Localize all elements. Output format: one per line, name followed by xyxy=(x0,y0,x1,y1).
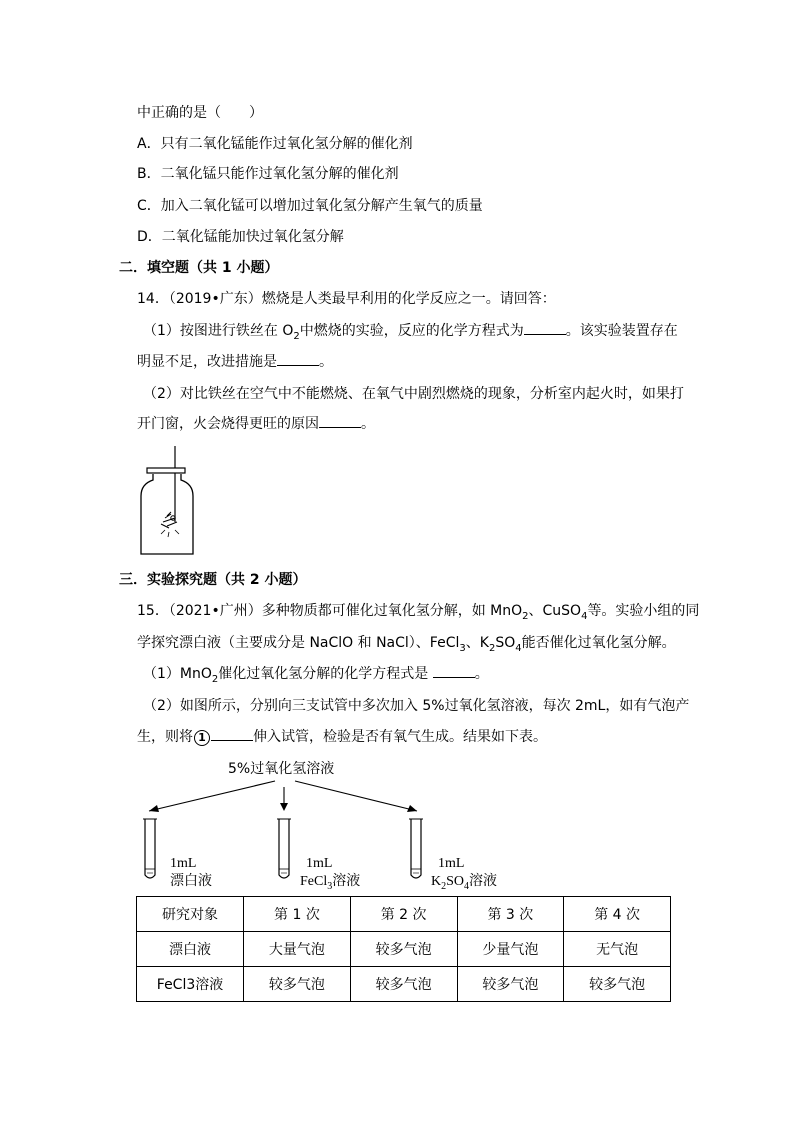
section-2-title: 二．填空题（共 1 小题） xyxy=(119,260,279,276)
table-header-cell: 第 2 次 xyxy=(350,897,457,932)
question-14-part2-line1: （2）对比铁丝在空气中不能燃烧、在氧气中剧烈燃烧的现象，分析室内起火时，如果打 xyxy=(143,386,684,402)
question-15-part2-line2: 生，则将 1 伸入试管，检验是否有氧气生成。结果如下表。 xyxy=(137,729,547,745)
table-cell: 较多气泡 xyxy=(350,932,457,967)
tube-2-name: FeCl$_3$溶液 xyxy=(300,874,361,892)
answer-blank xyxy=(319,415,361,428)
answer-blank xyxy=(433,665,475,678)
table-header-row xyxy=(137,897,671,932)
oxygen-bottle-figure xyxy=(135,444,215,559)
answer-blank xyxy=(524,322,566,335)
tube-3-name: $K_2SO_4$溶液 xyxy=(431,874,498,892)
table-header-cell: 第 1 次 xyxy=(244,897,351,932)
table-cell: FeCl3溶液 xyxy=(137,967,244,1002)
table-header-cell: 第 4 次 xyxy=(564,897,671,932)
question-14-part2-line2: 开门窗，火会烧得更旺的原因 。 xyxy=(137,416,375,432)
option-d: D．二氧化锰能加快过氧化氢分解 xyxy=(137,229,344,245)
table-cell: 无气泡 xyxy=(564,932,671,967)
option-c: C．加入二氧化锰可以增加过氧化氢分解产生氧气的质量 xyxy=(137,198,483,214)
question-15-stem-line2: 学探究漂白液（主要成分是 NaClO 和 NaCl）、FeCl$_3$、$K_2SO_4$能否催化过氧化氢分解。 xyxy=(137,635,676,654)
section-3-title: 三．实验探究题（共 2 小题） xyxy=(119,572,307,588)
answer-blank xyxy=(211,728,253,741)
option-b: B．二氧化锰只能作过氧化氢分解的催化剂 xyxy=(137,166,399,182)
question-14-part1-line2: 明显不足，改进措施是 。 xyxy=(137,354,333,370)
table-row xyxy=(137,932,671,967)
table-row xyxy=(137,967,671,1002)
question-14-stem: 14．（2019•广东）燃烧是人类最早利用的化学反应之一。请回答： xyxy=(137,291,556,307)
tube-1-name: 漂白液 xyxy=(170,874,212,889)
results-table xyxy=(136,896,671,1002)
table-cell: 较多气泡 xyxy=(350,967,457,1002)
question-14-part1-line1: （1）按图进行铁丝在 $O_2$中燃烧的实验，反应的化学方程式为 。该实验装置存在 xyxy=(143,323,678,342)
table-header-cell: 第 3 次 xyxy=(457,897,564,932)
answer-blank xyxy=(277,353,319,366)
question-13-stem-end: 中正确的是（ ） xyxy=(137,105,263,121)
table-cell: 漂白液 xyxy=(137,932,244,967)
table-header-cell: 研究对象 xyxy=(137,897,244,932)
option-a: A．只有二氧化锰能作过氧化氢分解的催化剂 xyxy=(137,136,413,152)
question-15-part1: （1）MnO$_2$催化过氧化氢分解的化学方程式是 。 xyxy=(143,666,489,685)
tube-3-volume: 1mL xyxy=(438,856,465,871)
circled-number: 1 xyxy=(194,730,210,746)
table-cell: 较多气泡 xyxy=(457,967,564,1002)
tube-2-volume: 1mL xyxy=(306,856,333,871)
tube-1-volume: 1mL xyxy=(170,856,197,871)
table-cell: 大量气泡 xyxy=(244,932,351,967)
table-cell: 较多气泡 xyxy=(244,967,351,1002)
table-cell: 少量气泡 xyxy=(457,932,564,967)
figure-top-label: 5%过氧化氢溶液 xyxy=(228,761,335,777)
question-15-stem-line1: 15．（2021•广州）多种物质都可催化过氧化氢分解，如 MnO$_2$、CuSO$_4$等。实验小组的同 xyxy=(137,603,700,622)
question-15-part2-line1: （2）如图所示，分别向三支试管中多次加入 5%过氧化氢溶液，每次 2mL，如有气泡产 xyxy=(143,698,690,714)
table-cell: 较多气泡 xyxy=(564,967,671,1002)
